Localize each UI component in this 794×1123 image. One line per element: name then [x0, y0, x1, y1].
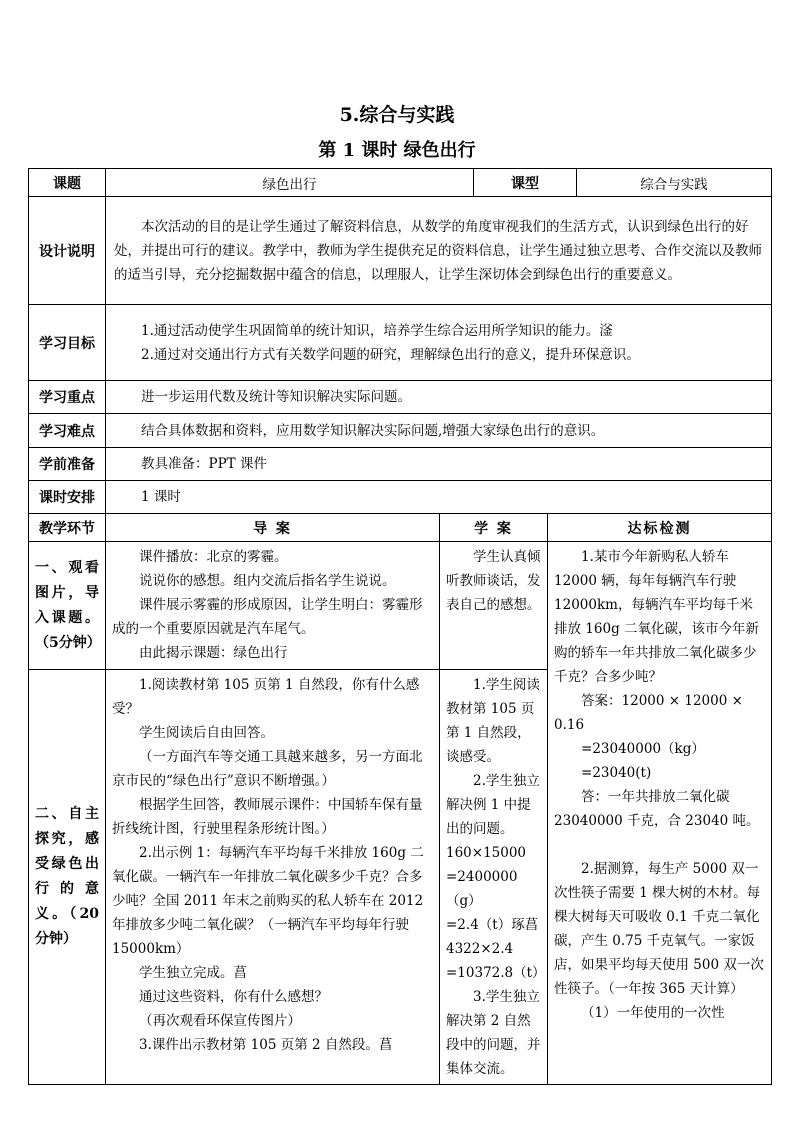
section2-guide-line: 3.课件出示教材第 105 页第 2 自然段。菖	[139, 1037, 393, 1053]
section2-study-line: =10372.8（t）	[446, 965, 546, 981]
page-title: 5.综合与实践	[339, 104, 455, 126]
check-line: =23040000（kg）	[581, 741, 705, 757]
check-line: 答案：12000 × 12000 × 0.16	[554, 693, 743, 733]
section2-guide-line: 1.阅读教材第 105 页第 1 自然段，你有什么感受？	[112, 677, 420, 717]
section2-guide-line: 通过这些资料，你有什么感想？	[139, 989, 328, 1005]
check-line: =23040(t)	[581, 765, 652, 781]
header-study: 学 案	[440, 514, 548, 542]
check-line: 答：一年共排放二氧化碳 23040000 千克，合 23040 吨。	[554, 789, 760, 829]
section2-label: 二、自主探究，感受绿色出行的意义。（20 分钟）	[29, 670, 106, 1085]
check-spacer	[554, 833, 765, 857]
type-label: 课型	[474, 169, 577, 197]
section1-guide-line: 由此揭示课题：绿色出行	[139, 645, 288, 661]
section2-guide-line: 2.出示例 1：每辆汽车平均每千米排放 160g 二氧化碳。一辆汽车一年排放二氧化碳多少千克？合多少吨？全国 2011 年末之前购买的私人轿车在 2012 年排放多少吨二氧化碳？（一辆汽车平均每年行驶 15000km）	[112, 845, 424, 957]
type-value: 综合与实践	[577, 169, 772, 197]
section1-label: 一、观看图片，导入课题。（5分钟）	[29, 542, 106, 670]
header-check: 达标检测	[548, 514, 772, 542]
header-guide: 导 案	[106, 514, 440, 542]
section1-study-text: 学生认真倾听教师谈话，发表自己的感想。	[446, 549, 541, 613]
section2-guide-line: （一方面汽车等交通工具越来越多，另一方面北京市民的“绿色出行”意识不断增强。）	[112, 749, 423, 789]
section2-guide-line: 学生独立完成。菖	[139, 965, 247, 981]
design-text: 本次活动的目的是让学生通过了解资料信息，从数学的角度审视我们的生活方式，认识到绿色出行的好处，并提出可行的建议。教学中，教师为学生提供充足的资料信息，让学生通过独立思考、合作交流以及教师的适当引导，充分挖掘数据中蕴含的信息，以理服人，让学生深切体会到绿色出行的重要意义。	[114, 218, 762, 283]
check-line: 1.某市今年新购私人轿车 12000 辆，每年每辆汽车行驶 12000km，每辆汽车平均每千米排放 160g 二氧化碳，该市今年新购的轿车一年共排放二氧化碳多少千克？合多少吨？	[554, 549, 760, 685]
section1-guide-line: 说说你的感想。组内交流后指名学生说说。	[139, 573, 396, 589]
section2-guide-line: 学生阅读后自由回答。	[139, 725, 274, 741]
lesson-subtitle: 第 1 课时 绿色出行	[318, 140, 476, 161]
schedule-label: 课时安排	[29, 481, 106, 514]
section1-guide-line: 课件播放：北京的雾霾。	[139, 549, 288, 565]
section2-study-line: 1.学生阅读教材第 105 页第 1 自然段，谈感受。	[446, 677, 540, 765]
goals-label: 学习目标	[29, 305, 106, 381]
goal-item: 2.通过对交通出行方式有关数学问题的研究，理解绿色出行的意义，提升环保意识。	[141, 346, 640, 363]
section2-study-line: 4322×2.4	[446, 941, 514, 957]
check-line: （1）一年使用的一次性	[581, 1005, 725, 1021]
lesson-plan-table	[28, 168, 772, 1085]
section2-study-line: 160×15000	[446, 845, 527, 861]
topic-label: 课题	[29, 169, 106, 197]
section2-study-line: =2400000（g）	[446, 869, 518, 909]
section2-guide-line: 根据学生回答，教师展示课件：中国轿车保有量折线统计图，行驶里程条形统计图。）	[112, 797, 423, 837]
key-text: 进一步运用代数及统计等知识解决实际问题。	[141, 389, 411, 405]
difficulty-text: 结合具体数据和资料，应用数学知识解决实际问题,增强大家绿色出行的意识。	[141, 422, 605, 439]
section2-guide-line: （再次观看环保宣传图片）	[139, 1013, 301, 1029]
schedule-text: 1 课时	[141, 489, 181, 505]
difficulty-label: 学习难点	[29, 414, 106, 448]
prep-label: 学前准备	[29, 448, 106, 481]
topic-value: 绿色出行	[106, 169, 474, 197]
section1-guide-line: 课件展示雾霾的形成原因，让学生明白：雾霾形成的一个重要原因就是汽车尾气。	[112, 597, 423, 637]
goal-item: 1.通过活动使学生巩固简单的统计知识，培养学生综合运用所学知识的能力。滏	[141, 322, 613, 339]
key-label: 学习重点	[29, 381, 106, 414]
design-label: 设计说明	[29, 197, 106, 305]
check-line: 2.据测算，每生产 5000 双一次性筷子需要 1 棵大树的木材。每棵大树每天可吸收 0.1 千克二氧化碳，产生 0.75 千克氧气。一家饭店，如果平均每天使用 500 双一次性筷子。（一年按 365 天计算）	[554, 861, 764, 997]
section2-study-line: 2.学生独立解决例 1 中提出的问题。	[446, 773, 540, 837]
section2-study-line: 3.学生独立解决第 2 自然段中的问题，并集体交流。	[446, 989, 541, 1077]
header-stage: 教学环节	[29, 514, 106, 542]
section2-study-line: =2.4（t）琢菖	[446, 917, 539, 933]
prep-text: 教具准备：PPT 课件	[141, 456, 267, 472]
